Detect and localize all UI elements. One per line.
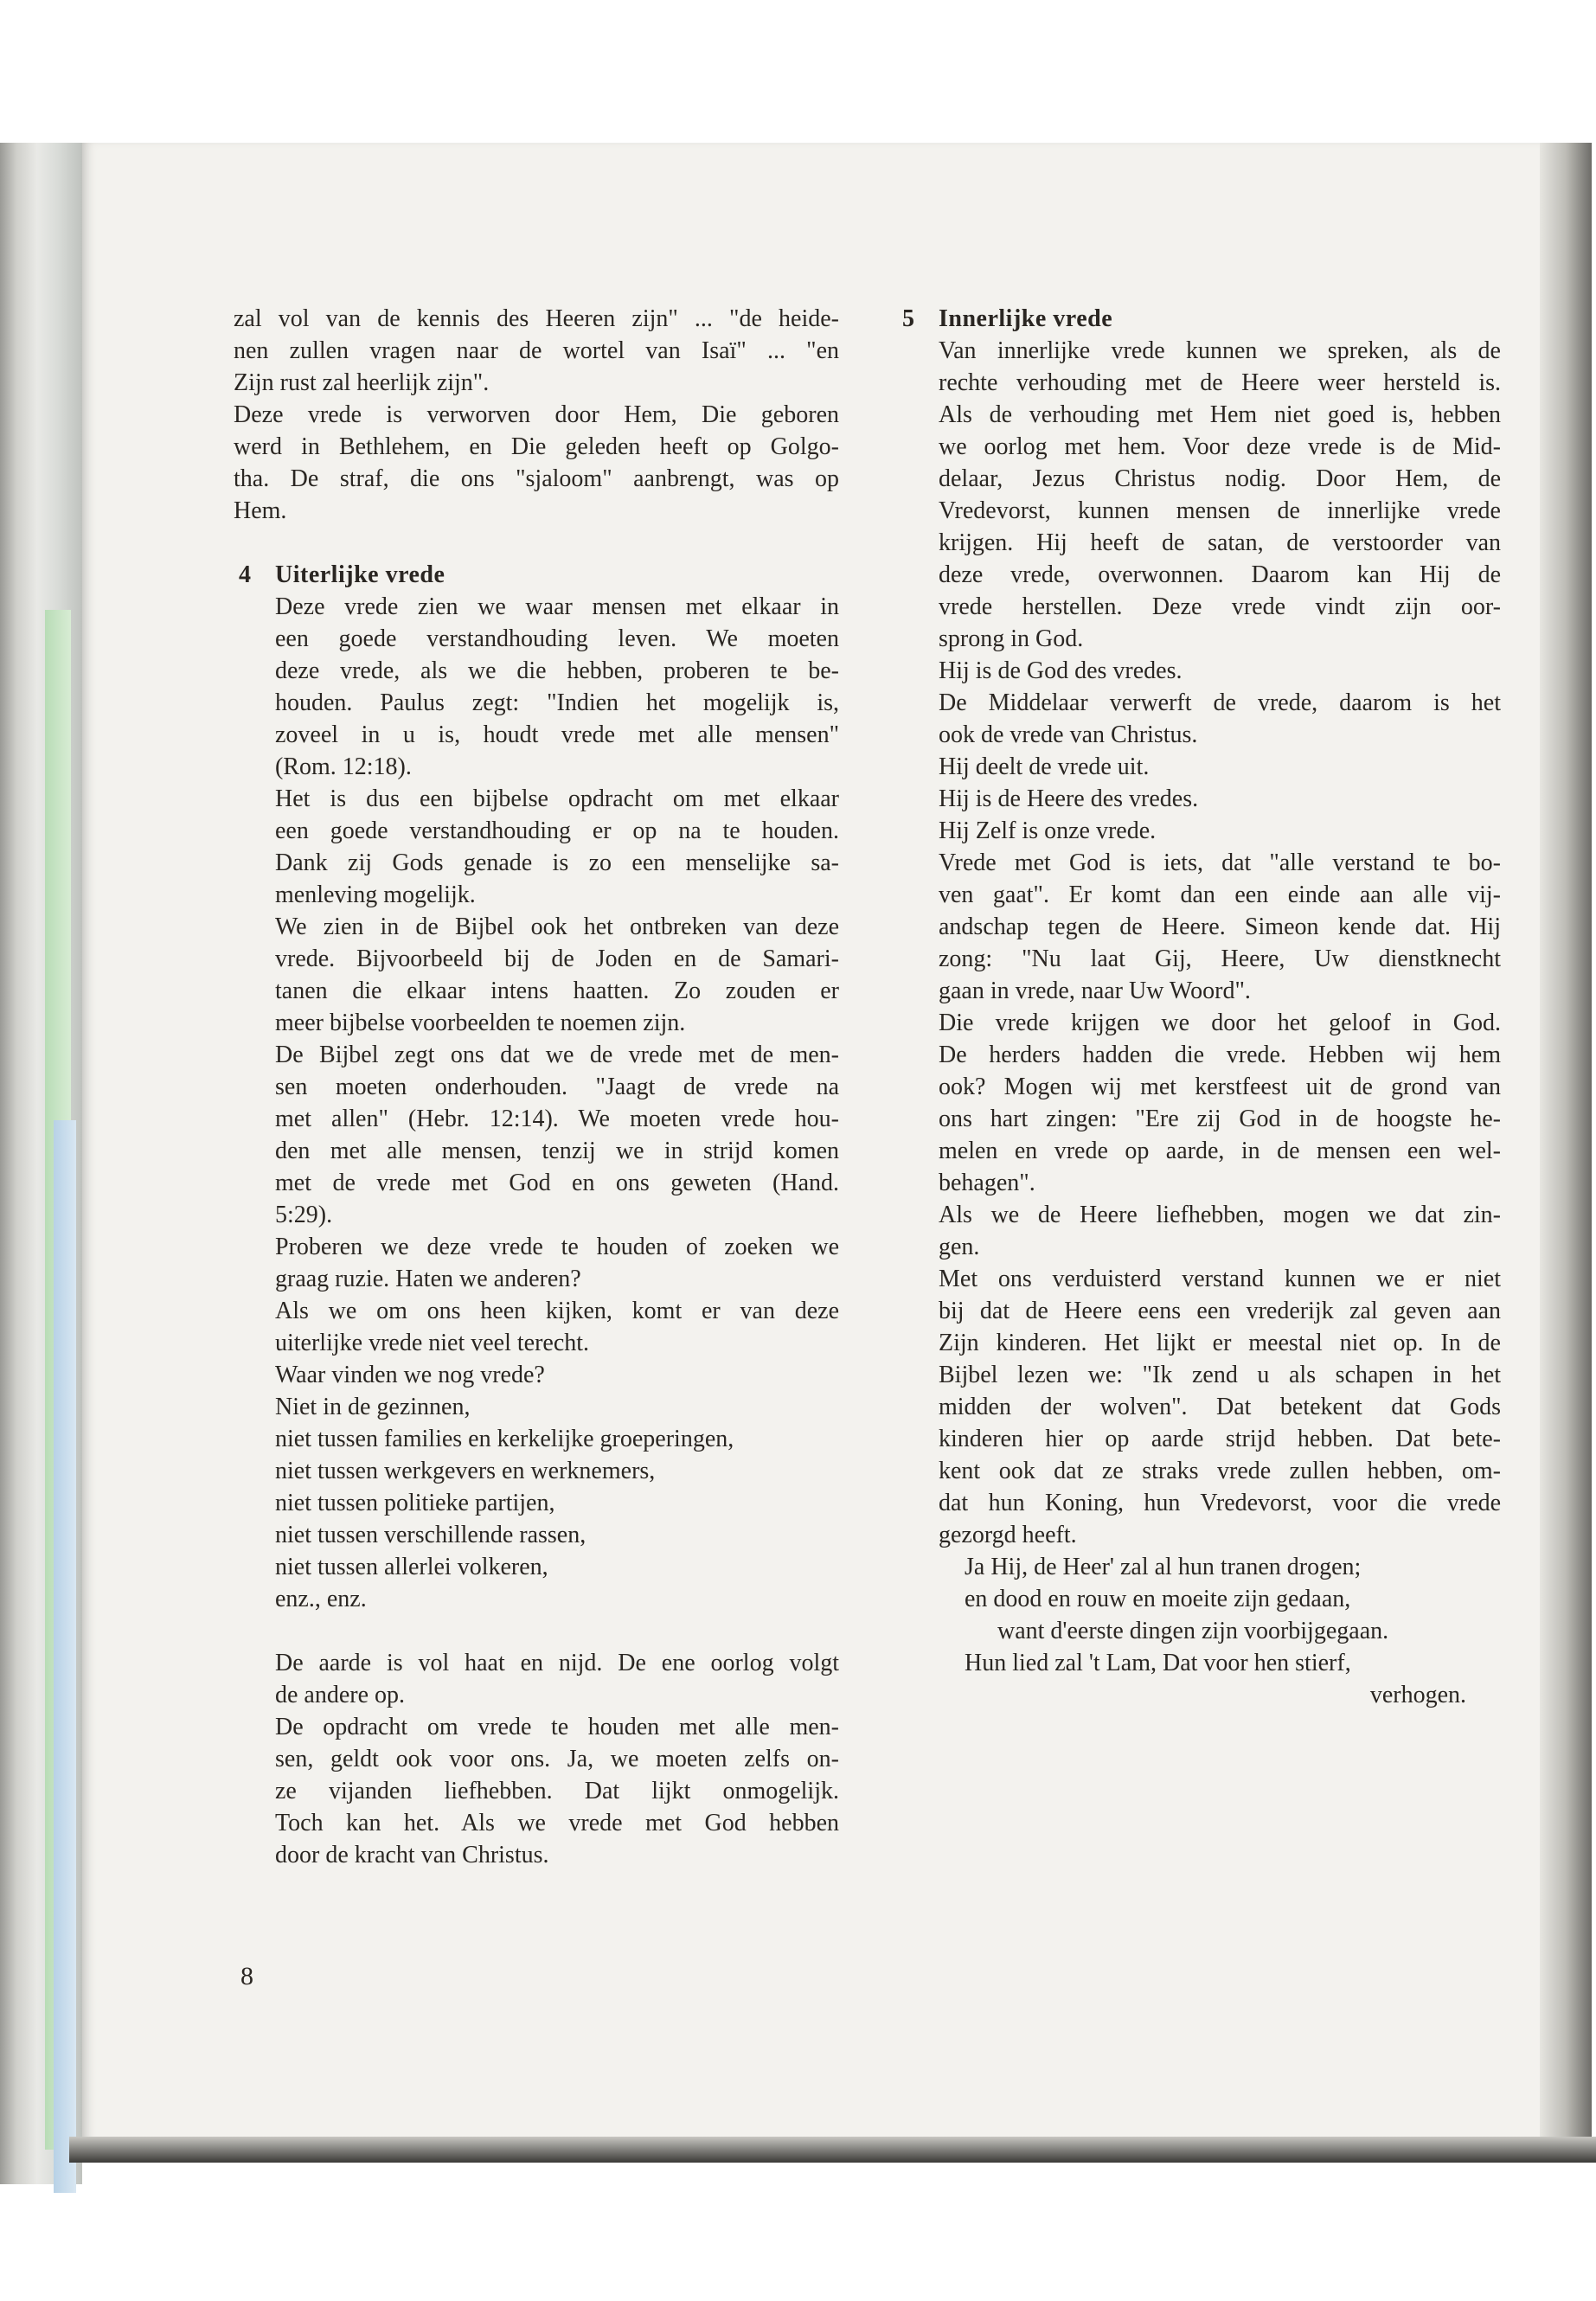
text-line: De herders hadden die vrede. Hebben wij hem [939,1042,1501,1068]
text-line: uiterlijke vrede niet veel terecht. [275,1330,590,1356]
text-line: sen, geldt ook voor ons. Ja, we moeten zelfs on- [275,1746,839,1772]
text-line: meer bijbelse voorbeelden te noemen zijn. [275,1009,686,1036]
poem-line: want d'eerste dingen zijn voorbijgegaan. [997,1618,1389,1644]
text-line: rechte verhouding met de Heere weer hersteld is. [939,369,1501,396]
text-line: bij dat de Heere eens een vrederijk zal geven aan [939,1298,1501,1324]
blue-page-tab [54,1120,76,2193]
text-line: sen moeten onderhouden. "Jaagt de vrede na [275,1074,839,1100]
text-line: Deze vrede zien we waar mensen met elkaar in [275,593,839,620]
text-line: Zijn rust zal heerlijk zijn". [234,369,490,396]
section-number: 5 [902,305,915,332]
text-line: Hij deelt de vrede uit. [939,753,1150,780]
text-line: gen. [939,1234,980,1260]
text-line: deze vrede, als we die hebben, proberen te be- [275,657,839,684]
left-column [234,303,839,1871]
text-line: Als de verhouding met Hem niet goed is, hebben [939,401,1501,428]
text-line: kent ook dat ze straks vrede zullen hebben, om- [939,1458,1501,1484]
text-line: behagen". [939,1170,1035,1196]
text-line: Als we om ons heen kijken, komt er van deze [275,1298,839,1324]
text-line: ons hart zingen: "Ere zij God in de hoogste he- [939,1106,1501,1132]
text-line: zong: "Nu laat Gij, Heere, Uw dienstknecht [939,945,1501,972]
text-line: een goede verstandhouding er op na te houden. [275,817,839,844]
text-line: Vrede met God is iets, dat "alle verstand te bo- [939,849,1501,876]
text-line: niet tussen politieke partijen, [275,1490,555,1516]
text-line: andschap tegen de Heere. Simeon kende dat. Hij [939,913,1501,940]
text-line: met de vrede met God en ons geweten (Hand. [275,1170,839,1196]
book-binding-edge [0,143,82,2184]
text-line: Waar vinden we nog vrede? [275,1362,545,1388]
section-title: Innerlijke vrede [939,305,1113,332]
text-line: graag ruzie. Haten we anderen? [275,1266,581,1292]
text-line: menleving mogelijk. [275,881,476,908]
text-line: niet tussen werkgevers en werknemers, [275,1458,656,1484]
section-heading [239,559,839,591]
text-line: Hij is de Heere des vredes. [939,785,1199,812]
section-innerlijke-vrede [902,303,1501,1551]
text-line: Hem. [234,497,287,524]
text-line: Proberen we deze vrede te houden of zoeken we [275,1234,839,1260]
text-line: door de kracht van Christus. [275,1842,549,1868]
text-line: Bijbel lezen we: "Ik zend u als schapen in het [939,1362,1501,1388]
text-line: Dank zij Gods genade is zo een menselijke sa- [275,849,839,876]
text-line: tha. De straf, die ons "sjaloom" aanbrengt, was op [234,465,839,492]
text-line: De opdracht om vrede te houden met alle men- [275,1714,839,1740]
text-line: Die vrede krijgen we door het geloof in God. [939,1009,1501,1036]
text-line: ven gaat". Er komt dan een einde aan alle vij- [939,881,1501,908]
text-line: Van innerlijke vrede kunnen we spreken, als de [939,337,1501,364]
text-line: De Bijbel zegt ons dat we de vrede met de men- [275,1042,839,1068]
section-heading [902,303,1501,335]
paragraph-gap [275,1615,839,1647]
text-line: ook de vrede van Christus. [939,721,1198,748]
text-line: Deze vrede is verworven door Hem, Die geboren [234,401,839,428]
text-line: den met alle mensen, tenzij we in strijd komen [275,1138,839,1164]
text-line: niet tussen families en kerkelijke groeperingen, [275,1426,734,1452]
text-line: Met ons verduisterd verstand kunnen we er niet [939,1266,1501,1292]
text-line: kinderen hier op aarde strijd hebben. Dat bete- [939,1426,1501,1452]
text-line: sprong in God. [939,625,1084,652]
text-line: midden der wolven". Dat betekent dat Gods [939,1394,1501,1420]
text-line: met allen" (Hebr. 12:14). We moeten vrede hou- [275,1106,839,1132]
text-line: Zijn kinderen. Het lijkt er meestal niet op. In de [939,1330,1501,1356]
text-line: delaar, Jezus Christus nodig. Door Hem, de [939,465,1501,492]
section-title: Uiterlijke vrede [275,561,445,588]
page-bottom-edge [69,2137,1596,2163]
text-line: vrede. Bijvoorbeeld bij de Joden en de Samari- [275,945,839,972]
text-line: niet tussen allerlei volkeren, [275,1554,548,1580]
text-line: we oorlog met hem. Voor deze vrede is de Mid- [939,433,1501,460]
text-line: gaan in vrede, naar Uw Woord". [939,977,1251,1004]
text-line: De aarde is vol haat en nijd. De ene oorlog volgt [275,1650,839,1676]
section-number: 4 [239,561,252,588]
text-line: De Middelaar verwerft de vrede, daarom is het [939,689,1501,716]
text-line: Toch kan het. Als we vrede met God hebben [275,1810,839,1836]
text-line: de andere op. [275,1682,406,1708]
page-number: 8 [240,1962,253,1990]
text-line: dat hun Koning, hun Vredevorst, voor die vrede [939,1490,1501,1516]
section-uiterlijke-vrede [234,559,839,1871]
poem-stanza [939,1551,1501,1711]
text-line: houden. Paulus zegt: "Indien het mogelijk is, [275,689,839,716]
text-line: Hij is de God des vredes. [939,657,1183,684]
text-line: Niet in de gezinnen, [275,1394,471,1420]
text-line: Vredevorst, kunnen mensen de innerlijke vrede [939,497,1501,524]
text-line: melen en vrede op aarde, in de mensen een wel- [939,1138,1501,1164]
text-line: Hij Zelf is onze vrede. [939,817,1157,844]
right-column [902,303,1501,1711]
paragraph-gap [234,527,839,559]
text-line: 5:29). [275,1202,333,1228]
poem-line: en dood en rouw en moeite zijn gedaan, [965,1586,1351,1612]
text-line: ze vijanden liefhebben. Dat lijkt onmogelijk. [275,1778,839,1804]
text-line: nen zullen vragen naar de wortel van Isaï" ... "en [234,337,839,364]
poem-line: Ja Hij, de Heer' zal al hun tranen drogen; [965,1554,1362,1580]
intro-paragraph [234,303,839,527]
text-line: We zien in de Bijbel ook het ontbreken van deze [275,913,839,940]
text-line: ook? Mogen wij met kerstfeest uit de grond van [939,1074,1501,1100]
text-line: (Rom. 12:18). [275,753,412,780]
text-line: deze vrede, overwonnen. Daarom kan Hij de [939,561,1501,588]
text-line: zoveel in u is, houdt vrede met alle mensen" [275,721,839,748]
text-line: vrede herstellen. Deze vrede vindt zijn oor- [939,593,1501,620]
text-line: werd in Bethlehem, en Die geleden heeft op Golgo- [234,433,839,460]
poem-line: verhogen. [1369,1682,1466,1708]
text-line: enz., enz. [275,1586,367,1612]
text-line: niet tussen verschillende rassen, [275,1522,586,1548]
text-line: zal vol van de kennis des Heeren zijn" ... "de heide- [234,305,839,332]
poem-line: Hun lied zal 't Lam, Dat voor hen stierf, [965,1650,1351,1676]
text-line: gezorgd heeft. [939,1522,1077,1548]
text-line: Het is dus een bijbelse opdracht om met elkaar [275,785,839,812]
text-line: Als we de Heere liefhebben, mogen we dat zin- [939,1202,1501,1228]
text-line: tanen die elkaar intens haatten. Zo zouden er [275,977,839,1004]
text-line: krijgen. Hij heeft de satan, de verstoorder van [939,529,1501,556]
page-curl-shadow [1540,143,1592,2158]
text-line: een goede verstandhouding leven. We moeten [275,625,839,652]
